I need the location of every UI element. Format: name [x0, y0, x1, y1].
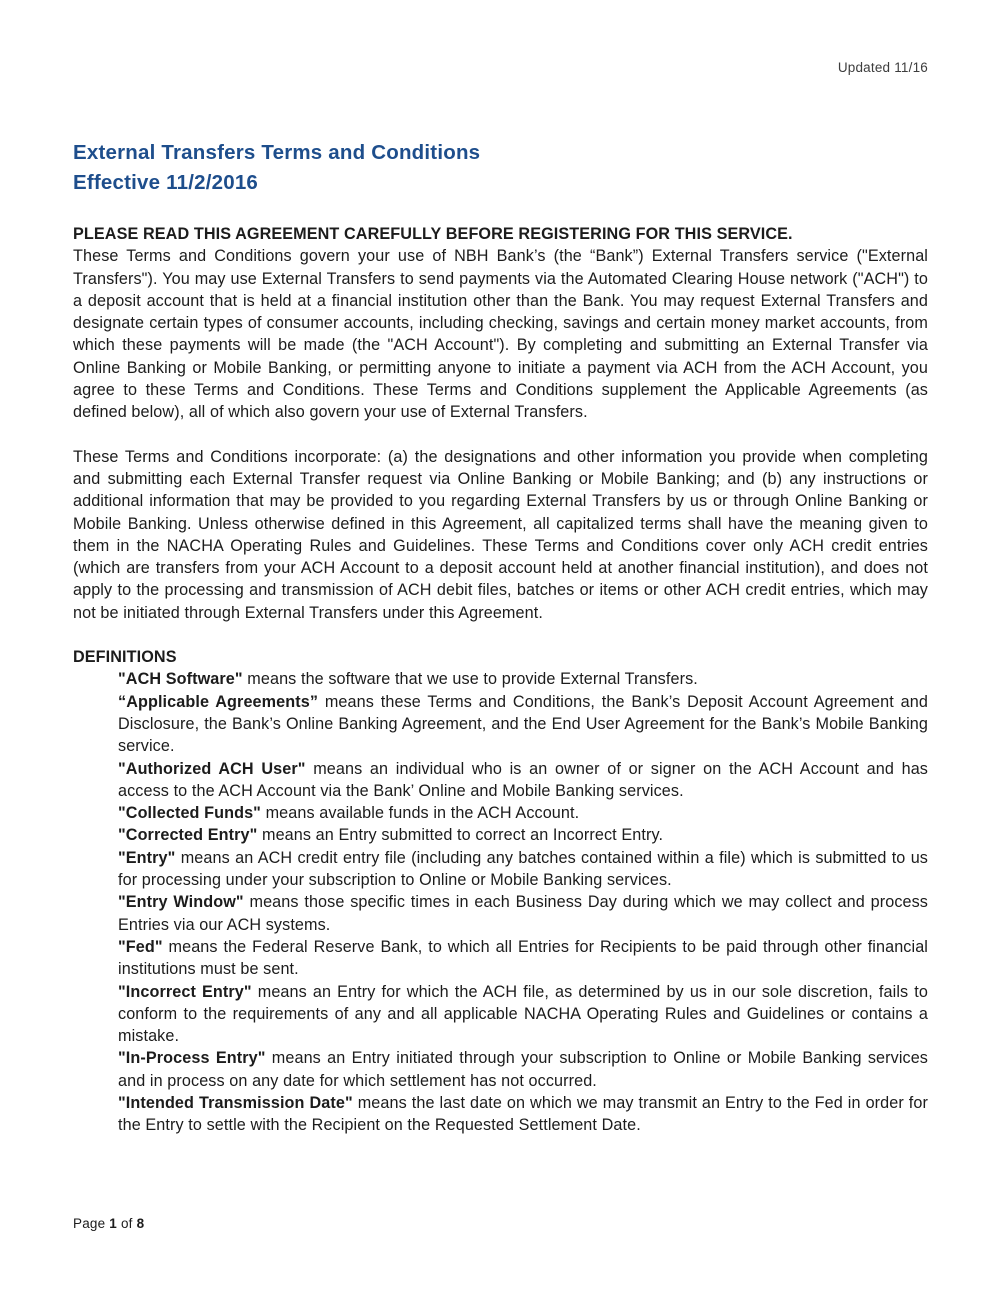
definition-item: [118, 981, 928, 1048]
page-number: 1: [109, 1216, 118, 1231]
intro-heading: PLEASE READ THIS AGREEMENT CAREFULLY BEFORE REGISTERING FOR THIS SERVICE.: [73, 225, 793, 243]
definition-term: "Entry Window": [118, 893, 244, 912]
definition-item: [118, 891, 928, 936]
definition-text: means an Entry initiated through your subscription to Online or Mobile Banking services and in process on any date for which settlement has not occurred.: [118, 1049, 929, 1090]
definition-item: [118, 936, 928, 981]
page-label: Page: [73, 1216, 106, 1231]
definition-term: "Authorized ACH User": [118, 759, 306, 778]
definition-text: means an Entry for which the ACH file, as determined by us in our sole discretion, fails to conform to the requirements of any and all applicable NACHA Operating Rules and Guidelines or contains a mistake.: [118, 982, 928, 1046]
definition-term: "Collected Funds": [118, 804, 261, 823]
total-pages: 8: [136, 1216, 145, 1231]
definition-text: means available funds in the ACH Account.: [260, 804, 580, 823]
definition-text: means the last date on which we may transmit an Entry to the Fed in order for the Entry to settle with the Recipient on the Requested Settlement Date.: [118, 1093, 928, 1135]
intro-paragraph-text: These Terms and Conditions govern your use of NBH Bank’s (the “Bank”) External Transfers service ("External Transfers"). You may use External Transfers to send payments via the Automated Clearing House network ("ACH") to a deposit account that is held at a financial institution other than the Bank. You may request External Transfers and designate certain types of consumer accounts, including checking, savings and certain money market accounts, from which these payments will be made (the "ACH Account"). By completing and submitting an External Transfer via Online Banking or Mobile Banking, or permitting anyone to initiate a payment via ACH from the ACH Account, you agree to these Terms and Conditions. These Terms and Conditions supplement the Applicable Agreements (as defined below), all of which also govern your use of External Transfers.: [73, 247, 928, 422]
definition-item: [118, 1047, 928, 1092]
intro-paragraph: [73, 223, 928, 424]
definition-item: [118, 802, 928, 824]
definition-text: means an ACH credit entry file (including any batches contained within a file) which is submitted to us for processing under your subscription to Online or Mobile Banking services.: [118, 848, 928, 890]
definition-text: means these Terms and Conditions, the Bank’s Deposit Account Agreement and Disclosure, the Bank’s Online Banking Agreement, and the End User Agreement for the Bank’s Mobile Banking service.: [118, 692, 928, 756]
definitions-list: [73, 668, 928, 1136]
page-footer: [73, 1216, 144, 1231]
of-label: of: [120, 1216, 133, 1231]
definition-text: means the software that we use to provide External Transfers.: [242, 670, 698, 689]
incorporation-paragraph: These Terms and Conditions incorporate: (a) the designations and other information you provide when completing and submitting each External Transfer request via Online Banking or Mobile Banking; and (b) any instructions or additional information that may be provided to you regarding External Transfers by us or through Online Banking or Mobile Banking. Unless otherwise defined in this Agreement, all capitalized terms shall have the meaning given to them in the NACHA Operating Rules and Guidelines. These Terms and Conditions cover only ACH credit entries (which are transfers from your ACH Account to a deposit account held at another financial institution), and does not apply to the processing and transmission of ACH debit files, batches or items or other ACH credit entries, which may not be initiated through External Transfers under this Agreement.: [73, 447, 928, 622]
definition-item: [118, 847, 928, 892]
definition-item: [118, 1092, 928, 1137]
document-body: [73, 223, 928, 1137]
definition-term: "Corrected Entry": [118, 826, 258, 845]
definition-term: "Incorrect Entry": [118, 982, 252, 1001]
definition-text: means an individual who is an owner of or signer on the ACH Account and has access to the ACH Account via the Bank’ Online and Mobile Banking services.: [118, 759, 928, 800]
definition-item: [118, 691, 928, 758]
definition-text: means the Federal Reserve Bank, to which all Entries for Recipients to be paid through other financial institutions must be sent.: [118, 937, 928, 979]
definitions-heading: DEFINITIONS: [73, 648, 177, 667]
document-content: [73, 138, 928, 1137]
document-title: [73, 138, 928, 198]
definition-item: [118, 758, 928, 803]
definition-text: means those specific times in each Business Day during which we may collect and process Entries via our ACH systems.: [118, 893, 928, 934]
definition-item: [118, 824, 928, 846]
definition-term: "Fed": [118, 937, 163, 956]
document-title-line1: External Transfers Terms and Conditions: [73, 141, 481, 164]
definition-term: "Intended Transmission Date": [118, 1093, 353, 1112]
definition-term: “Applicable Agreements”: [118, 692, 319, 711]
definition-item: [118, 668, 928, 690]
definition-term: "Entry": [118, 848, 176, 867]
definition-term: "ACH Software": [118, 670, 243, 689]
document-title-line2: Effective 11/2/2016: [73, 171, 259, 194]
definition-term: "In-Process Entry": [118, 1049, 266, 1068]
definition-text: means an Entry submitted to correct an Incorrect Entry.: [257, 826, 664, 845]
updated-date: Updated 11/16: [837, 60, 928, 75]
